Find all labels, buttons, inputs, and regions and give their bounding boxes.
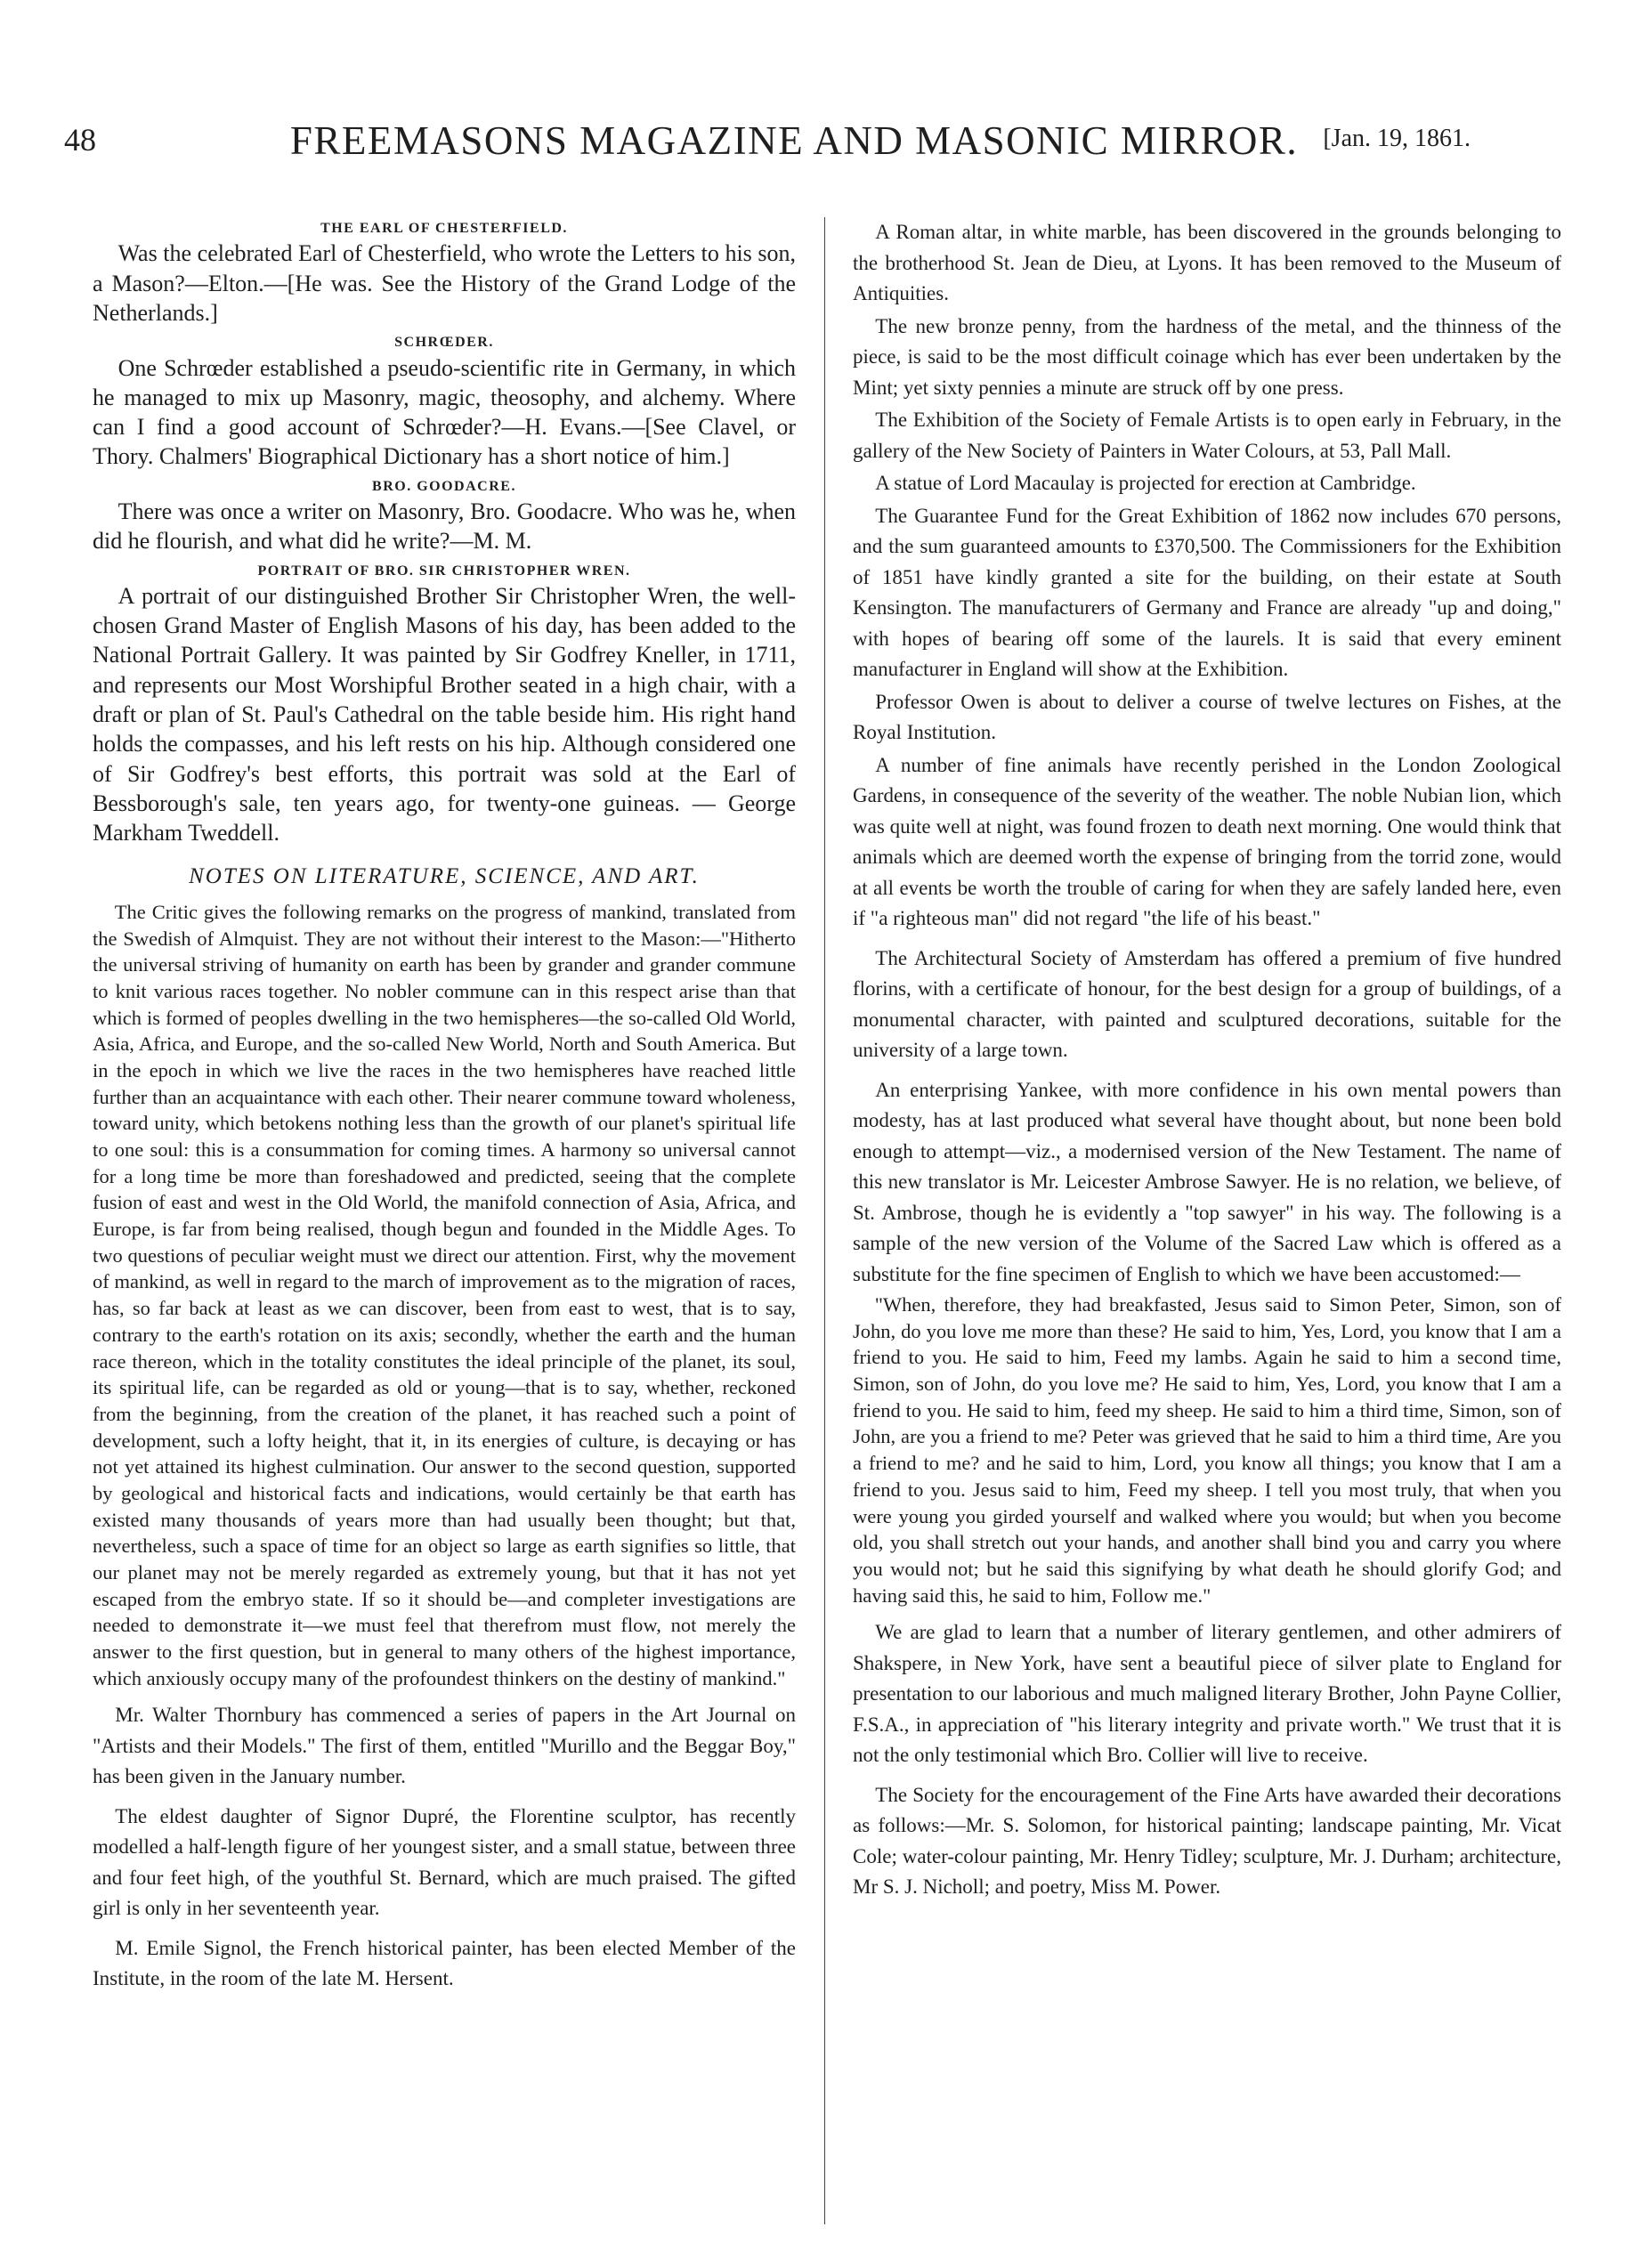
issue-date: [Jan. 19, 1861. (1323, 125, 1471, 152)
query-body: A portrait of our distinguished Brother Sir Christopher Wren, the well-chosen Grand Master of English Masons of his day, has been added to the National Portrait Gallery. It was painted by Sir Godfrey Kneller, in 1711, and represents our Most Worshipful Brother seated in a high chair, with a draft or plan of St. Paul's Cathedral on the table beside him. His right hand holds the compasses, and his left rests on his hip. Although considered one of Sir Godfrey's best efforts, this portrait was sold at the Earl of Bessborough's sale, ten years ago, for twenty-one guineas. — George Markham Tweddell. (93, 582, 796, 846)
right-column (853, 217, 1561, 2229)
article-paragraph: A statue of Lord Macaulay is projected for erection at Cambridge. (875, 472, 1416, 494)
scripture-quotation: "When, therefore, they had breakfasted, Jesus said to Simon Peter, Simon, son of John, do you love me more than these? He said to him, Yes, Lord, you know that I am a friend to you. He said to him, Feed my lambs. Again he said to him a second time, Simon, son of John, do you love me? He said to him, Yes, Lord, you know that I am a friend to you. He said to him, feed my sheep. He said to him a third time, Simon, son of John, are you a friend to me? Peter was grieved that he said to him a third time, Are you a friend to me? and he said to him, Lord, you know all things; you know that I am a friend to you. Jesus said to him, Feed my sheep. I tell you most truly, that when you were young you girded yourself and walked where you would; but when you become old, you shall stretch out your hands, and another shall bind you and carry you where you would not; but he said this signifying by what death he should glorify God; and having said this, he said to him, Follow me." (853, 1293, 1561, 1607)
article-paragraph: The Society for the encouragement of the Fine Arts have awarded their decorations as follows:—Mr. S. Solomon, for historical painting; landscape painting, Mr. Vicat Cole; water-colour painting, Mr. Henry Tidley; sculpture, Mr. J. Durham; architecture, Mr S. J. Nicholl; and poetry, Miss M. Power. (853, 1783, 1561, 1899)
query-entry (93, 477, 796, 556)
article-paragraph: A number of fine animals have recently perished in the London Zoological Gardens, in consequence of the severity of the weather. The noble Nubian lion, which was quite well at night, was found frozen to death next morning. One would think that animals which are deemed worth the expense of bringing from the torrid zone, would at all events be worth the trouble of caring for when they are safely landed here, even if "a righteous man" did not regard "the life of his beast." (853, 753, 1561, 929)
article-paragraph: The Critic gives the following remarks on the progress of mankind, translated from the Swedish of Almquist. They are not without their interest to the Mason:—"Hitherto the universal striving of humanity on earth has been by grander and grander commune to knit various races together. No nobler commune can in this respect arise than that which is formed of peoples dwelling in the two hemispheres—the so-called Old World, Asia, Africa, and Europe, and the so-called New World, North and South America. But in the epoch in which we live the races in the two hemispheres have reached little further than an acquaintance with each other. Their nearer commune toward wholeness, toward unity, which betokens nothing less than the growth of our planet's spiritual life to one soul: this is a consummation for coming times. A harmony so universal cannot for a long time be more than foreshadowed and predicted, seeing that the complete fusion of east and west in the Old World, the manifold connection of Asia, Africa, and Europe, is far from being realised, though begun and founded in the Middle Ages. To two questions of peculiar weight must we direct our attention. First, why the movement of mankind, as well in regard to the march of improvement as to the migration of races, has, so far back at least as we can discover, been from east to west, that is to say, contrary to the earth's rotation on its axis; secondly, whether the earth and the human race thereon, which in the totality constitutes the ideal principle of the planet, its soul, its spiritual life, can be regarded as old or young—that is to say, whether, reckoned from the beginning, from the creation of the planet, it has reached such a point of development, such a lofty height, that it, in its energies of culture, is decaying or has not yet attained its highest culmination. Our answer to the second question, supported by geological and historical facts and indications, would certainly be that earth has existed many thousands of years more than had usually been thought; but that, nevertheless, such a space of time for an object so large as earth signifies so little, that our planet may not be merely regarded as extremely young, but that it has not yet escaped from the embryo state. If so it should be—and completer investigations are needed to demonstrate it—we must feel that therefrom must flow, not merely the answer to the first question, but in general to many others of the highest importance, which anxiously occupy many of the profoundest thinkers on the destiny of mankind." (93, 900, 796, 1689)
article-paragraph: The Architectural Society of Amsterdam has offered a premium of five hundred florins, with a certificate of honour, for the best design for a group of buildings, of a monumental character, with painted and sculptured decorations, suitable for the university of a large town. (853, 946, 1561, 1061)
publication-title: FREEMASONS MAGAZINE AND MASONIC MIRROR. (289, 118, 1299, 163)
query-body: There was once a writer on Masonry, Bro. Goodacre. Who was he, when did he flourish, and what did he write?—M. M. (93, 498, 796, 555)
article-paragraph: The new bronze penny, from the hardness of the metal, and the thinness of the piece, is said to be the most difficult coinage which has ever been undertaken by the Mint; yet sixty pennies a minute are struck off by one press. (853, 314, 1561, 399)
query-body: Was the celebrated Earl of Chesterfield, who wrote the Letters to his son, a Mason?—Elton.—[He was. See the History of the Grand Lodge of the Netherlands.] (93, 240, 796, 326)
article-paragraph: An enterprising Yankee, with more confidence in his own mental powers than modesty, has at last produced what several have thought about, but none been bold enough to attempt—viz., a modernised version of the New Testament. The name of this new translator is Mr. Leicester Ambrose Sawyer. He is no relation, we believe, of St. Ambrose, though he is evidently a "top sawyer" in his way. The following is a sample of the new version of the Volume of the Sacred Law which is offered as a substitute for the fine specimen of English to which we have been accustomed:— (853, 1078, 1561, 1285)
article-paragraph: Mr. Walter Thornbury has commenced a series of papers in the Art Journal on "Artists and their Models." The first of them, entitled "Murillo and the Beggar Boy," has been given in the January number. (93, 1704, 796, 1788)
column-divider (824, 217, 825, 2224)
article-paragraph: We are glad to learn that a number of literary gentlemen, and other admirers of Shakspere, in New York, have sent a beautiful piece of silver plate to England for presentation to our laborious and much maligned literary Brother, John Payne Collier, F.S.A., in appreciation of "his literary integrity and private worth." We trust that it is not the only testimonial which Bro. Collier will live to receive. (853, 1621, 1561, 1767)
article-paragraph: M. Emile Signol, the French historical painter, has been elected Member of the Institute, in the room of the late M. Hersent. (93, 1936, 796, 1990)
query-entry (93, 333, 796, 471)
article-paragraph: The eldest daughter of Signor Dupré, the Florentine sculptor, has recently modelled a half-length figure of her youngest sister, and a small statue, between three and four feet high, of the youthful St. Bernard, which are much praised. The gifted girl is only in her seventeenth year. (93, 1804, 796, 1920)
query-heading: THE EARL OF CHESTERFIELD. (320, 221, 568, 236)
query-body: One Schrœder established a pseudo-scientific rite in Germany, in which he managed to mix up Masonry, magic, theosophy, and alchemy. Where can I find a good account of Schrœder?—H. Evans.—[See Clavel, or Thory. Chalmers' Biographical Dictionary has a short notice of him.] (93, 354, 796, 470)
query-entry (93, 219, 796, 328)
left-column (93, 217, 796, 2229)
article-paragraph: Professor Owen is about to deliver a course of twelve lectures on Fishes, at the Royal Institution. (853, 690, 1561, 743)
query-heading: SCHRŒDER. (394, 335, 494, 351)
article-paragraph: The Exhibition of the Society of Female Artists is to open early in February, in the gallery of the New Society of Painters in Water Colours, at 53, Pall Mall. (853, 409, 1561, 462)
query-entry (93, 562, 796, 848)
article-paragraph: The Guarantee Fund for the Great Exhibition of 1862 now includes 670 persons, and the sum guaranteed amounts to £370,500. The Commissioners for the Exhibition of 1851 have kindly granted a site for the building, on their estate at South Kensington. The manufacturers of Germany and France are already "up and doing," with hopes of bearing off some of the laurels. It is said that every eminent manufacturer in England will show at the Exhibition. (853, 504, 1561, 680)
query-heading: PORTRAIT OF BRO. SIR CHRISTOPHER WREN. (257, 563, 631, 579)
query-heading: BRO. GOODACRE. (372, 478, 516, 494)
masthead (64, 112, 1471, 176)
page-number: 48 (64, 122, 96, 158)
article-paragraph: A Roman altar, in white marble, has been discovered in the grounds belonging to the brotherhood St. Jean de Dieu, at Lyons. It has been removed to the Museum of Antiquities. (853, 221, 1561, 304)
section-heading: NOTES ON LITERATURE, SCIENCE, AND ART. (189, 864, 700, 889)
